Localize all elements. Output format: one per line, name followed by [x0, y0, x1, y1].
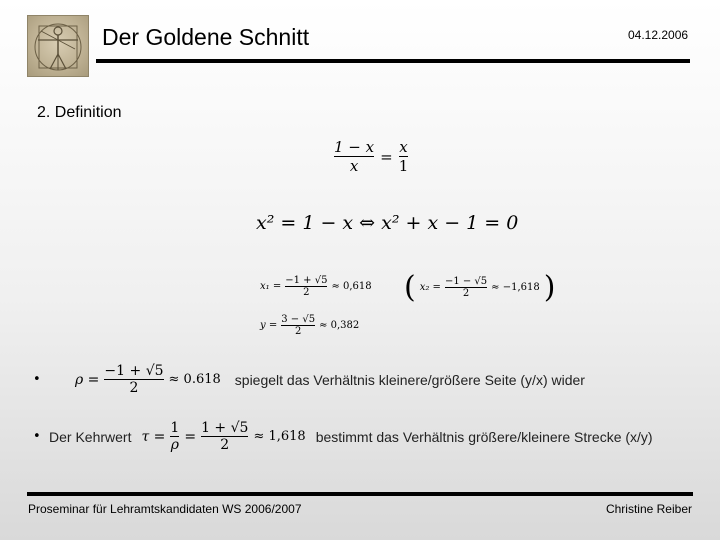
x1-numerator: −1 + √5 — [285, 275, 328, 286]
x2-left-paren: ( — [404, 270, 416, 305]
section-heading: 2. Definition — [37, 104, 122, 121]
rho-formula — [75, 363, 221, 396]
equals-sign: = — [184, 428, 197, 445]
y-value: ≈ 0,382 — [319, 320, 360, 331]
tau-label-text: Der Kehrwert — [49, 428, 132, 445]
tau-numerator-2: 1 + √5 — [201, 420, 249, 436]
y-numerator: 3 − √5 — [281, 314, 316, 325]
ratio-lhs-fraction — [334, 138, 374, 175]
bullet-tau — [33, 420, 653, 453]
footer-author: Christine Reiber — [605, 502, 692, 516]
tau-denominator-2: 2 — [220, 437, 230, 453]
slide-title: Der Goldene Schnitt — [102, 24, 310, 50]
solution-y — [260, 314, 359, 337]
ratio-rhs-fraction — [399, 138, 409, 175]
header-divider — [96, 59, 690, 63]
rho-denominator: 2 — [129, 380, 139, 396]
ratio-lhs-numerator: 1 − x — [334, 138, 375, 156]
tau-fraction-1 — [170, 420, 179, 453]
y-label: y = — [260, 320, 278, 331]
vitruvian-man-icon — [28, 16, 88, 76]
x1-label: x₁ = — [260, 281, 282, 292]
x2-fraction — [445, 276, 487, 299]
tau-value: ≈ 1,618 — [253, 429, 306, 444]
rho-label: ρ = — [75, 371, 100, 388]
x2-denominator: 2 — [462, 288, 470, 299]
ratio-equation — [334, 138, 408, 175]
y-fraction — [281, 314, 315, 337]
x2-right-paren: ) — [543, 270, 556, 305]
bullet-marker: • — [33, 372, 41, 387]
x2-value: ≈ −1,618 — [491, 282, 540, 293]
slide-date: 04.12.2006 — [628, 28, 689, 42]
tau-label: τ = — [141, 428, 166, 445]
bullet-rho — [33, 363, 585, 396]
ratio-rhs-denominator: 1 — [398, 157, 409, 175]
y-denominator: 2 — [294, 326, 302, 337]
solution-x1 — [260, 275, 372, 298]
tau-numerator-1: 1 — [170, 420, 180, 436]
rho-fraction — [104, 363, 163, 396]
solution-x2 — [404, 270, 555, 305]
tau-description: bestimmt das Verhältnis größere/kleinere Strecke (x/y) — [315, 428, 653, 445]
ratio-rhs-numerator: x — [399, 138, 408, 156]
x1-denominator: 2 — [303, 287, 310, 298]
bullet-marker: • — [33, 429, 41, 444]
tau-denominator-1: ρ — [170, 437, 179, 453]
rho-value: ≈ 0.618 — [168, 372, 221, 387]
rho-numerator: −1 + √5 — [104, 363, 164, 379]
x2-label: x₂ = — [419, 282, 441, 293]
tau-fraction-2 — [201, 420, 248, 453]
rho-description: spiegelt das Verhältnis kleinere/größere Seite (y/x) wider — [234, 371, 585, 388]
footer-course: Proseminar für Lehramtskandidaten WS 2006/2007 — [28, 502, 302, 516]
equals-sign: = — [380, 147, 393, 166]
x1-value: ≈ 0,618 — [331, 281, 372, 292]
x2-numerator: −1 − √5 — [444, 276, 488, 287]
vitruvian-man-logo — [27, 15, 89, 77]
x1-fraction — [285, 275, 327, 298]
ratio-lhs-denominator: x — [349, 157, 359, 175]
footer-divider — [27, 492, 693, 496]
quadratic-equation: x² = 1 − x ⇔ x² + x − 1 = 0 — [256, 212, 519, 234]
tau-formula — [141, 420, 305, 453]
